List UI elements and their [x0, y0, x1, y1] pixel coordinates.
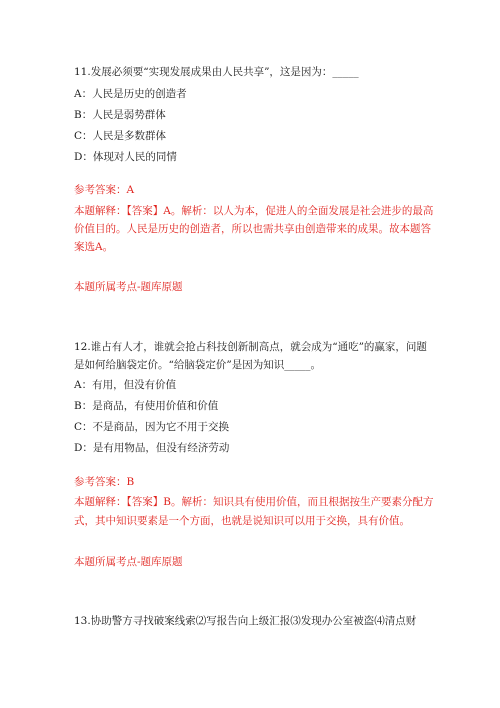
question-12-stem-line-1: 12.谁占有人才，谁就会抢占科技创新制高点，就会成为“通吃”的赢家，问题 — [74, 341, 427, 353]
question-11-explanation-line-3: 案选A。 — [74, 241, 114, 253]
question-12-option-d: D：是有用物品，但没有经济劳动 — [74, 442, 230, 454]
question-11-option-d: D：体现对人民的同情 — [74, 151, 177, 163]
question-12-answer: 参考答案：B — [74, 476, 135, 488]
question-12-source: 本题所属考点-题库原题 — [74, 556, 183, 568]
question-11-option-c: C：人民是多数群体 — [74, 130, 167, 142]
question-12-option-c: C：不是商品，因为它不用于交换 — [74, 421, 230, 433]
question-13-stem-line-1: 13.协助警方寻找破案线索⑵写报告向上级汇报⑶发现办公室被盗⑷清点财 — [74, 615, 417, 627]
question-11-explanation-line-2: 价值目的。人民是历史的创造者，所以也需共享由创造带来的成果。故本题答 — [74, 223, 431, 235]
question-11-explanation-line-1: 本题解释：【答案】A。解析：以人为本，促进人的全面发展是社会进步的最高 — [74, 205, 434, 217]
question-12-stem-line-2: 是如何给脑袋定价。“给脑袋定价”是因为知识_____。 — [74, 359, 321, 371]
question-11-source: 本题所属考点-题库原题 — [74, 281, 183, 293]
question-12-option-a: A：有用，但没有价值 — [74, 379, 177, 391]
question-11-answer: 参考答案：A — [74, 184, 135, 196]
question-12-explanation-line-2: 式，其中知识要素是一个方面，也就是说知识可以用于交换，具有价值。 — [74, 515, 410, 527]
question-12-option-b: B：是商品，有使用价值和价值 — [74, 400, 219, 412]
question-11-option-b: B：人民是弱势群体 — [74, 109, 166, 121]
question-12-explanation-line-1: 本题解释：【答案】B。解析：知识具有使用价值，而且根据按生产要素分配方 — [74, 496, 434, 508]
question-11-stem-line-1: 11.发展必须要“实现发展成果由人民共享”，这是因为：_____ — [74, 66, 359, 78]
question-11-option-a: A：人民是历史的创造者 — [74, 88, 187, 100]
